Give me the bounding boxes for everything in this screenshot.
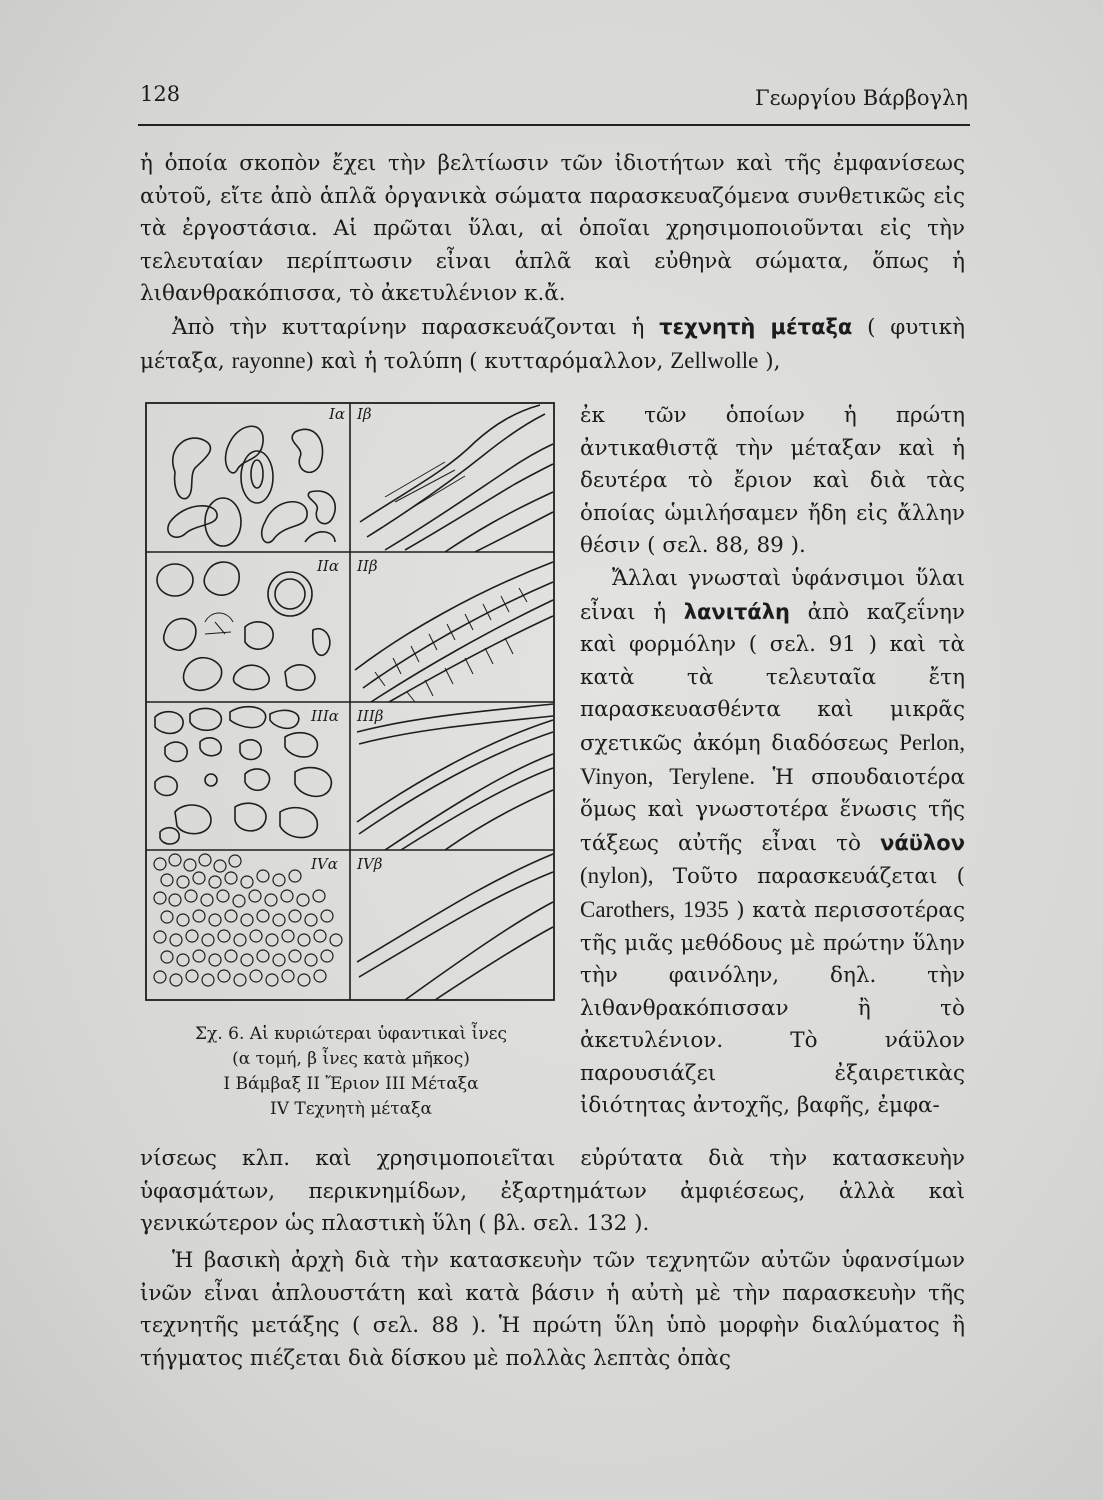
panel-label-3b: ΙΙΙβ bbox=[357, 707, 384, 725]
silk-cross-section bbox=[155, 707, 331, 844]
side-paragraph-1: ἐκ τῶν ὁποίων ἡ πρώτη ἀντικαθιστᾷ τὴν μέταξαν καὶ ἡ δευτέρα τὸ ἔριον καὶ διὰ τὰς ὁποίας ὡμιλήσαμεν ἤδη εἰς ἄλλην θέσιν ( σελ. 88, 89 ). bbox=[580, 403, 965, 559]
term-nylon: νάϋλον bbox=[880, 830, 965, 855]
cotton-cross-section bbox=[168, 426, 335, 546]
silk-fibres bbox=[357, 704, 553, 850]
panel-label-1b: Ιβ bbox=[357, 405, 372, 423]
figure-caption bbox=[140, 1022, 562, 1122]
term-lanitali: λανιτάλη bbox=[683, 599, 790, 624]
caption-line-3: I Βάμβαξ II Ἔριον III Μέταξα bbox=[223, 1074, 479, 1094]
panel-label-2b: ΙΙβ bbox=[357, 557, 378, 575]
fiber-figure bbox=[145, 402, 557, 1002]
cotton-fibres bbox=[360, 405, 553, 552]
header-rule bbox=[138, 124, 970, 126]
text-side-column bbox=[580, 400, 965, 1123]
panel-label-2a: ΙΙα bbox=[317, 557, 339, 575]
side-paragraph-2: Ἄλλαι γνωσταὶ ὑφάνσιμοι ὕλαι εἶναι ἡ λανιτάλη ἀπὸ καζεΐνην καὶ φορμόλην ( σελ. 91 ) καὶ τὰ κατὰ τὰ τελευταῖα ἔτη παρασκευασθέντα καὶ μικρᾶς σχετικῶς ἀκόμη διαδόσεως Perlon, Vinyon, Terylene. Ἡ σπουδαιοτέρα ὅμως καὶ γνωστοτέρα ἕνωσις τῆς τάξεως αὐτῆς εἶναι τὸ νάϋλον (nylon), Τοῦτο παρασκευάζεται ( Carothers, 1935 ) κατὰ περισσοτέρας τῆς μιᾶς μεθόδους μὲ πρώτην ὕλην τὴν φαινόλην, δηλ. τὴν λιθανθρακόπισσαν ἢ τὸ ἀκετυλένιον. Τὸ νάϋλον παρουσιάζει ἐξαιρετικὰς ἰδιότητας ἀντοχῆς, βαφῆς, ἐμφα- bbox=[580, 565, 965, 1119]
page-number: 128 bbox=[140, 82, 181, 106]
text-last-block bbox=[140, 1245, 965, 1375]
term-artificial-silk: τεχνητὴ μέταξα bbox=[659, 314, 853, 339]
panel-label-4a: ΙVα bbox=[311, 855, 338, 873]
caption-line-1: Σχ. 6. Αἱ κυριώτεραι ὑφαντικαὶ ἶνες bbox=[195, 1024, 507, 1044]
paragraph-1: ἡ ὁποία σκοπὸν ἔχει τὴν βελτίωσιν τῶν ἰδιοτήτων καὶ τῆς ἐμφανίσεως αὐτοῦ, εἴτε ἀπὸ ἁπλᾶ ὀργανικὰ σώματα παρασκευαζόμενα συνθετικῶς εἰς τὰ ἐργοστάσια. Αἱ πρῶται ὕλαι, αἱ ὁποῖαι χρησιμοποιοῦνται εἰς τὴν τελευταίαν περίπτωσιν εἶναι ἁπλᾶ καὶ εὐθηνὰ σώματα, ὅπως ἡ λιθανθρακόπισσα, τὸ ἀκετυλένιον κ.ἄ. bbox=[140, 151, 965, 307]
paragraph-continuation: νίσεως κλπ. καὶ χρησιμοποιεῖται εὐρύτατα διὰ τὴν κατασκευὴν ὑφασμάτων, περικνημίδων, ἐξαρτημάτων ἀμφιέσεως, ἀλλὰ καὶ γενικώτερον ὡς πλαστικὴ ὕλη ( βλ. σελ. 132 ). bbox=[140, 1146, 965, 1237]
caption-line-2: (α τομή, β ἶνες κατὰ μῆκος) bbox=[232, 1049, 470, 1069]
panel-label-3a: ΙΙΙα bbox=[311, 707, 339, 725]
wool-fibres bbox=[355, 562, 553, 702]
page-header bbox=[140, 82, 968, 122]
caption-line-4: IV Τεχνητὴ μέταξα bbox=[270, 1099, 432, 1119]
paragraph-2: Ἀπὸ τὴν κυτταρίνην παρασκευάζονται ἡ τεχνητὴ μέταξα ( φυτικὴ μέταξα, rayonne) καὶ ἡ τολύπη ( κυτταρόμαλλον, Zellwolle ), bbox=[140, 314, 965, 374]
text-top-block bbox=[140, 148, 965, 378]
panel-label-4b: ΙVβ bbox=[357, 855, 383, 873]
text-bottom-block bbox=[140, 1143, 965, 1241]
wool-cross-section bbox=[157, 562, 330, 690]
artificial-silk-cross-section bbox=[154, 854, 342, 986]
artificial-silk-fibres bbox=[357, 854, 553, 1000]
fiber-illustration bbox=[145, 402, 557, 1002]
panel-label-1a: Ια bbox=[329, 405, 346, 423]
running-head: Γεωργίου Βάρβογλη bbox=[755, 86, 968, 110]
paragraph-last: Ἡ βασικὴ ἀρχὴ διὰ τὴν κατασκευὴν τῶν τεχνητῶν αὐτῶν ὑφανσίμων ἰνῶν εἶναι ἁπλουστάτη καὶ κατὰ βάσιν ἡ αὐτὴ μὲ τὴν παρασκευὴν τῆς τεχνητῆς μετάξης ( σελ. 88 ). Ἡ πρώτη ὕλη ὑπὸ μορφὴν διαλύματος ἢ τήγματος πιέζεται διὰ δίσκου μὲ πολλὰς λεπτὰς ὀπὰς bbox=[140, 1248, 965, 1371]
